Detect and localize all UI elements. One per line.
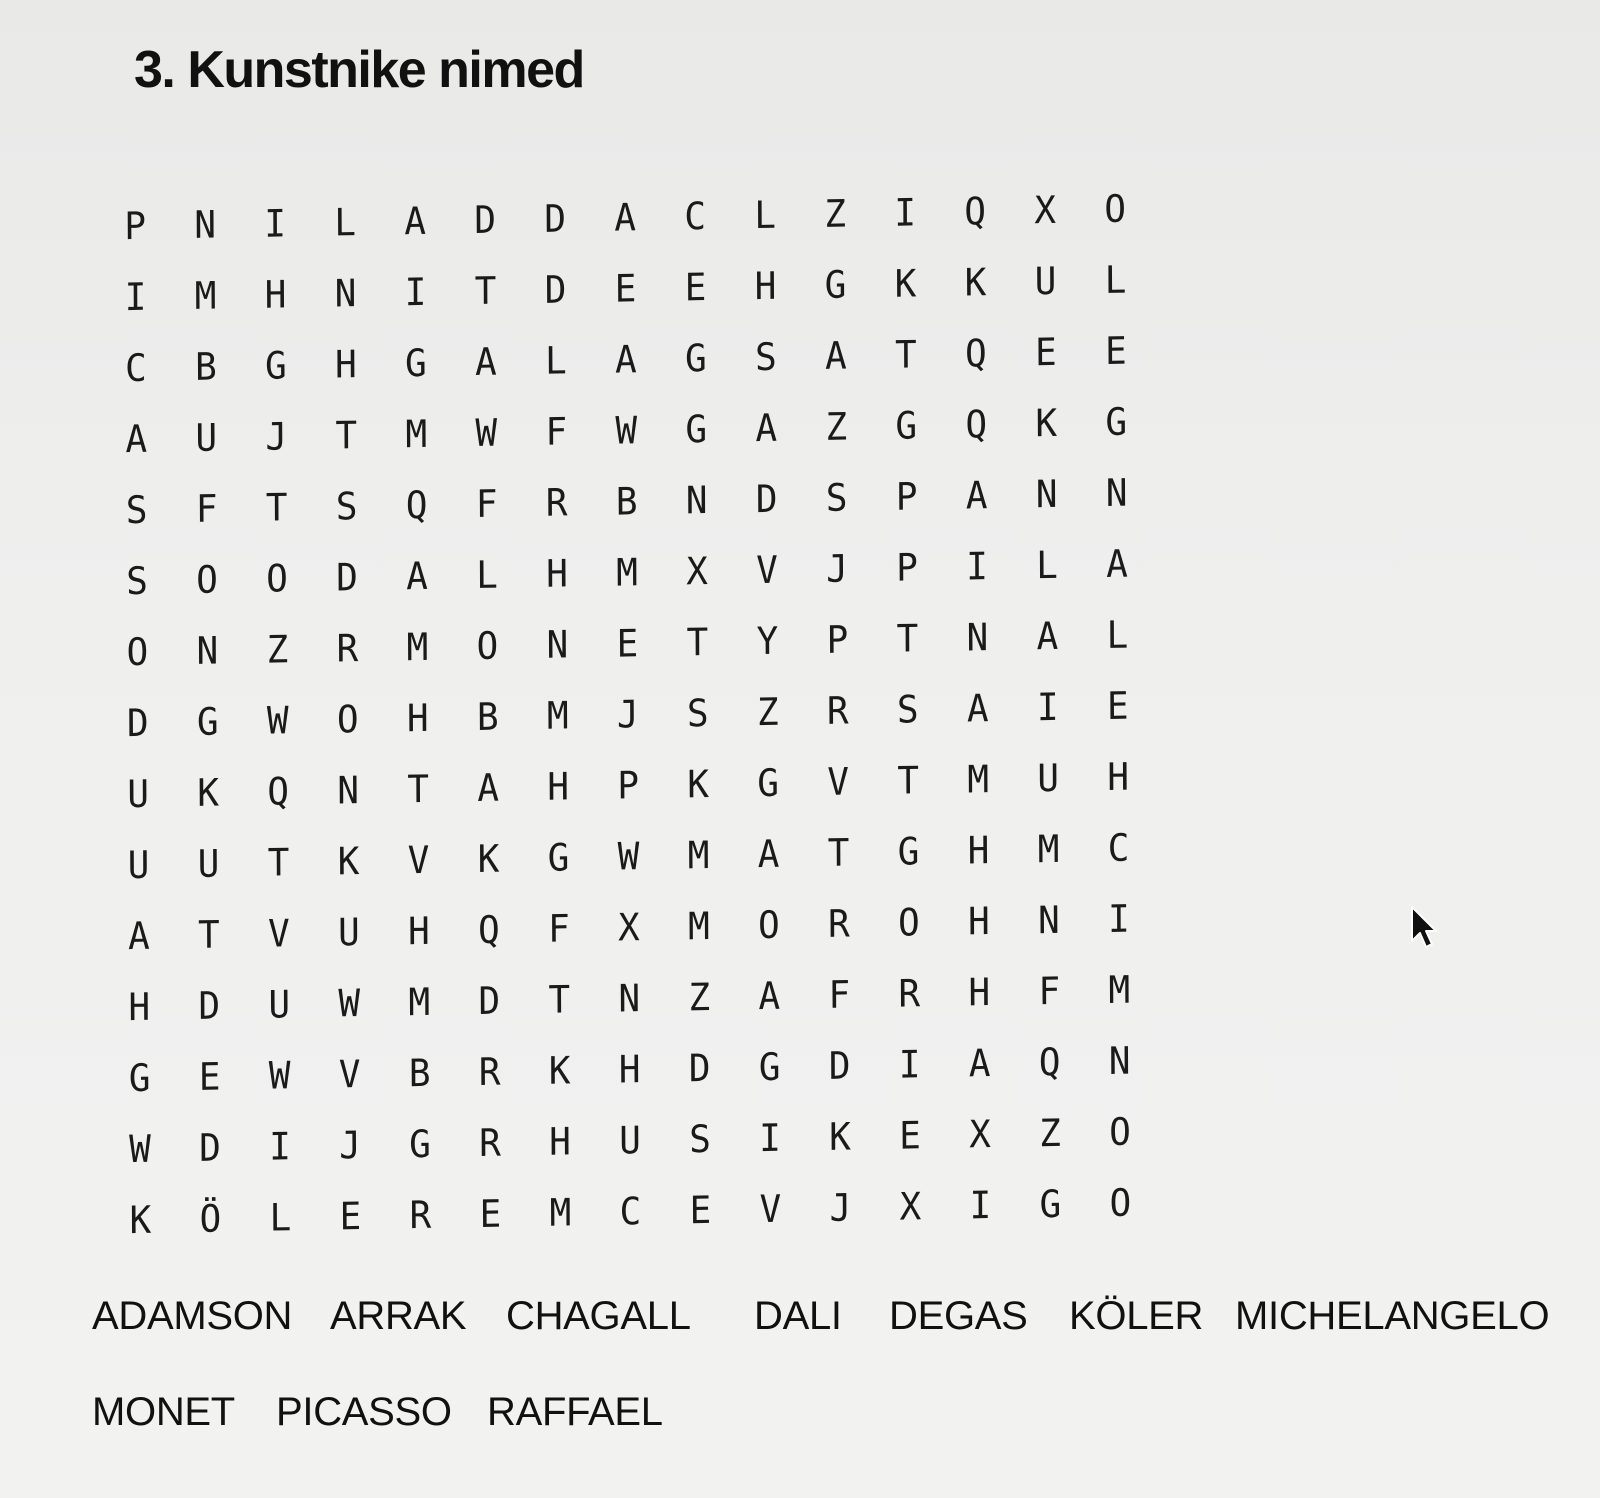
grid-letter: C [124,347,147,391]
grid-letter: D [474,199,497,243]
grid-letter: K [548,1049,571,1094]
grid-letter: M [406,626,429,670]
grid-letter: W [615,409,638,454]
grid-letter: M [1037,828,1060,872]
grid-letter: Q [267,770,290,815]
word-item: MICHELANGELO [1235,1294,1550,1338]
grid-letter: A [474,341,497,385]
grid-letter: U [127,773,150,817]
grid-letter: D [126,702,149,746]
grid-letter: U [268,983,291,1028]
grid-letter: E [479,1192,502,1237]
grid-letter: G [685,408,708,452]
grid-letter: I [969,1184,992,1228]
grid-letter: G [196,700,219,745]
grid-letter: T [894,333,917,378]
grid-letter: L [754,194,777,238]
grid-letter: A [757,833,780,877]
grid-letter: K [894,262,917,307]
grid-letter: J [829,1186,852,1231]
grid-letter: S [686,692,709,736]
grid-letter: T [548,978,571,1023]
grid-letter: V [407,839,430,883]
grid-letter: Z [688,976,711,1020]
grid-letter: W [617,835,640,879]
grid-letter: A [477,767,500,811]
grid-letter: H [967,900,990,944]
grid-letter: I [264,202,287,247]
grid-letter: X [1034,189,1057,233]
grid-letter: R [479,1121,501,1166]
grid-letter: K [1035,402,1058,446]
grid-letter: Z [1039,1112,1061,1156]
word-item: RAFFAEL [487,1390,663,1434]
grid-letter: G [547,836,570,881]
grid-letter: H [1107,756,1130,800]
grid-letter: J [616,693,639,738]
grid-letter: D [199,1126,221,1171]
grid-letter: F [475,483,498,527]
word-item: DEGAS [889,1294,1028,1338]
grid-letter: A [824,334,847,379]
grid-letter: G [404,342,427,386]
grid-letter: I [894,191,917,236]
grid-letter: F [195,487,218,532]
grid-letter: F [547,907,570,952]
grid-letter: A [755,407,778,451]
grid-letter: H [618,1048,641,1092]
grid-letter: C [684,195,707,239]
grid-letter: N [1035,473,1058,517]
grid-letter: E [689,1189,712,1233]
grid-letter: O [266,557,288,602]
grid-letter: U [337,911,360,955]
grid-letter: O [1109,1181,1132,1226]
grid-letter: D [544,268,567,313]
grid-letter: M [1108,969,1131,1013]
page-title: 3. Kunstnike nimed [134,41,584,99]
grid-letter: O [897,901,920,946]
word-item: KÖLER [1069,1294,1204,1338]
grid-letter: L [1106,614,1129,658]
grid-letter: T [407,768,430,812]
grid-letter: D [755,478,778,522]
grid-letter: W [475,412,498,456]
grid-letter: N [337,769,360,813]
grid-letter: G [824,263,847,308]
grid-letter: U [1034,260,1057,304]
grid-letter: K [687,763,710,807]
grid-letter: O [336,698,359,742]
grid-letter: N [1108,1040,1131,1084]
grid-letter: L [1036,544,1058,588]
grid-letter: F [545,410,568,455]
word-list-row [92,1390,1572,1486]
grid-letter: F [828,973,851,1018]
grid-letter: G [409,1123,431,1167]
grid-letter: Z [756,691,779,735]
grid-letter: H [407,910,430,954]
word-search-grid [100,173,1186,1257]
grid-letter: W [266,699,289,744]
grid-letter: I [269,1125,291,1170]
grid-letter: N [966,616,989,660]
grid-letter: A [965,474,988,518]
grid-letter: X [686,550,708,594]
grid-letter: H [406,697,429,741]
grid-letter: U [127,844,150,888]
grid-letter: O [757,904,780,948]
grid-letter: M [549,1191,572,1236]
grid-letter: V [759,1188,782,1232]
grid-letter: G [1039,1183,1062,1227]
grid-letter: J [339,1124,361,1168]
grid-letter: M [546,694,569,739]
grid-letter: S [125,489,148,533]
grid-letter: T [827,831,850,876]
grid-letter: A [404,200,427,244]
grid-letter: H [549,1120,571,1165]
word-item: CHAGALL [506,1294,691,1338]
grid-letter: Q [405,484,428,528]
grid-letter: N [1037,899,1060,943]
grid-letter: N [618,977,641,1021]
grid-letter: X [969,1113,991,1157]
grid-letter: P [895,475,918,520]
grid-letter: P [826,618,849,663]
grid-letter: G [758,1046,781,1090]
grid-letter: T [335,414,358,458]
grid-letter: J [265,415,288,460]
grid-letter: O [1109,1110,1131,1155]
grid-letter: M [616,551,638,596]
grid-letter: E [1104,330,1127,374]
grid-letter: L [544,339,567,384]
grid-letter: A [614,196,637,241]
grid-letter: C [1107,827,1130,871]
grid-letter: T [686,621,709,665]
grid-letter: M [408,981,431,1025]
grid-letter: E [684,266,707,310]
grid-letter: Q [965,403,988,447]
grid-letter: N [334,272,357,316]
grid-letter: T [474,270,497,314]
grid-letter: O [196,558,218,603]
grid-letter: R [898,972,921,1017]
word-item: PICASSO [276,1390,452,1434]
grid-letter: H [754,265,777,309]
grid-letter: I [1107,898,1130,942]
grid-letter: Ö [199,1197,222,1242]
grid-letter: T [267,841,290,886]
grid-letter: U [619,1119,641,1163]
grid-letter: Z [825,405,848,450]
grid-letter: I [404,271,427,315]
grid-letter: A [966,687,989,731]
grid-letter: G [128,1057,151,1101]
grid-letter: S [689,1118,711,1162]
grid-letter: K [337,840,360,884]
mouse-pointer-icon [1410,905,1438,951]
grid-letter: R [409,1194,432,1238]
grid-letter: E [198,1055,221,1100]
grid-letter: C [619,1190,642,1234]
grid-letter: P [124,205,147,249]
grid-letter: I [1036,686,1059,730]
grid-letter: H [128,986,151,1030]
grid-letter: T [896,617,919,662]
grid-letter: W [129,1128,151,1172]
grid-letter: S [825,476,848,521]
grid-letter: H [334,343,357,387]
grid-letter: B [615,480,638,525]
grid-letter: H [968,971,991,1015]
grid-letter: K [829,1115,851,1160]
grid-letter: O [1104,188,1127,232]
grid-letter: B [194,345,217,390]
grid-letter: H [546,552,568,597]
grid-letter: L [1104,259,1127,303]
grid-letter: G [757,762,780,806]
grid-letter: H [264,273,287,318]
grid-letter: D [478,980,501,1024]
grid-letter: G [895,404,918,449]
grid-letter: V [338,1053,361,1097]
grid-letter: M [687,905,710,949]
grid-letter: G [897,830,920,875]
grid-letter: E [899,1114,921,1159]
grid-letter: Q [1038,1041,1061,1085]
grid-letter: A [1106,543,1128,587]
grid-letter: N [685,479,708,523]
grid-letter: K [964,261,987,305]
grid-letter: X [899,1185,922,1230]
grid-row [105,1167,1185,1257]
grid-letter: A [758,975,781,1019]
grid-letter: E [616,622,639,667]
grid-letter: N [194,203,217,248]
grid-letter: A [127,915,150,959]
grid-letter: I [759,1117,781,1161]
grid-letter: M [687,834,710,878]
grid-letter: N [196,629,219,674]
grid-letter: A [125,418,148,462]
grid-letter: Y [756,620,779,664]
grid-letter: H [967,829,990,873]
grid-letter: A [406,555,428,599]
grid-letter: K [129,1199,152,1243]
grid-letter: P [617,764,640,809]
grid-letter: E [614,267,637,312]
grid-letter: Z [824,192,847,237]
grid-letter: W [338,982,361,1026]
grid-letter: R [545,481,568,526]
grid-letter: W [268,1054,291,1099]
grid-letter: A [968,1042,991,1086]
grid-letter: D [828,1044,851,1089]
grid-letter: B [408,1052,431,1096]
grid-letter: X [617,906,640,950]
word-item: ARRAK [330,1294,467,1338]
grid-letter: U [197,842,220,887]
grid-letter: N [546,623,569,668]
grid-letter: U [195,416,218,461]
word-item: MONET [92,1390,235,1434]
grid-letter: O [126,631,149,675]
grid-letter: U [1037,757,1060,801]
grid-letter: L [269,1196,292,1241]
grid-letter: K [197,771,220,816]
grid-letter: O [476,625,499,669]
grid-letter: T [897,759,920,804]
grid-letter: P [896,546,918,591]
grid-letter: S [126,560,149,604]
grid-letter: E [1034,331,1057,375]
grid-letter: S [896,688,919,733]
grid-letter: I [898,1043,921,1088]
grid-letter: R [336,627,359,671]
grid-letter: B [476,696,499,740]
grid-letter: N [1105,472,1128,516]
grid-letter: M [194,274,217,319]
grid-letter: V [756,549,778,593]
grid-letter: S [335,485,358,529]
grid-letter: F [1038,970,1061,1014]
grid-letter: A [614,338,637,383]
grid-letter: D [198,984,221,1029]
grid-letter: R [827,902,850,947]
word-list [92,1294,1572,1486]
grid-letter: D [544,197,567,242]
grid-letter: J [826,547,848,592]
grid-letter: M [405,413,428,457]
grid-letter: D [688,1047,711,1091]
grid-letter: R [826,689,849,734]
grid-letter: K [477,838,500,882]
word-list-row [92,1294,1572,1390]
grid-letter: D [336,556,358,600]
word-item: DALI [754,1294,842,1338]
word-item: ADAMSON [92,1294,293,1338]
grid-letter: M [967,758,990,802]
grid-letter: T [265,486,288,531]
grid-letter: I [966,545,988,589]
grid-letter: Q [964,190,987,234]
grid-letter: Z [266,628,289,673]
grid-letter: R [478,1050,501,1095]
grid-letter: Q [477,909,500,953]
grid-letter: S [754,336,777,380]
grid-letter: V [827,760,850,805]
grid-letter: G [1105,401,1128,445]
grid-letter: E [1106,685,1129,729]
grid-letter: G [684,337,707,381]
grid-letter: A [1036,615,1059,659]
grid-letter: I [124,276,147,320]
grid-letter: G [264,344,287,389]
grid-letter: Q [964,332,987,376]
grid-letter: E [339,1195,362,1239]
grid-letter: T [197,913,220,958]
grid-letter: V [267,912,290,957]
grid-letter: L [476,554,498,598]
grid-letter: H [547,765,570,810]
grid-letter: L [334,201,357,245]
